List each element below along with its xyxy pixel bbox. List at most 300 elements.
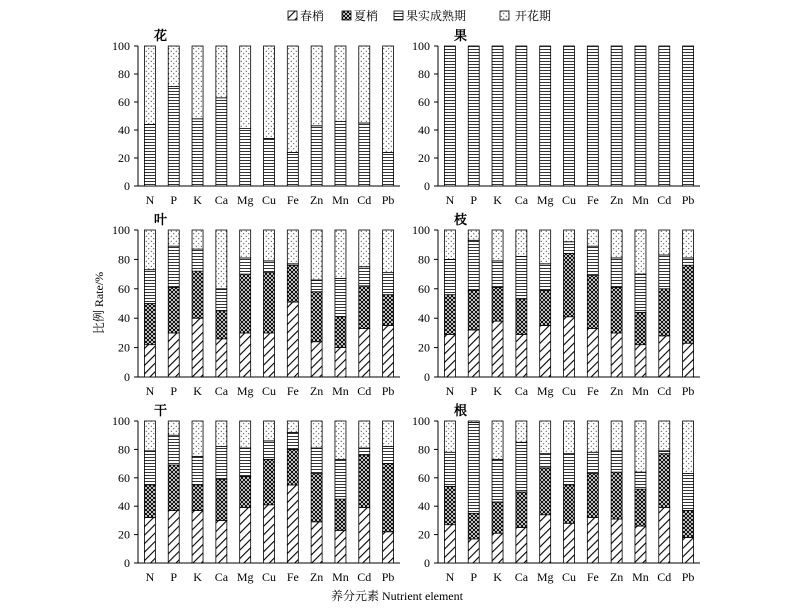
bar-Zn	[611, 230, 622, 377]
bar-segment-spring	[516, 528, 527, 564]
bar-segment-bloom	[683, 230, 694, 258]
bar-segment-summer	[144, 485, 155, 518]
bar-segment-spring	[540, 326, 551, 377]
bar-Cd	[659, 46, 670, 186]
panels	[112, 28, 700, 584]
bar-segment-spring	[311, 522, 322, 563]
bar-segment-summer	[335, 499, 346, 530]
bar-segment-ripe	[468, 422, 479, 513]
bar-segment-ripe	[611, 46, 622, 186]
bar-segment-summer	[540, 290, 551, 325]
y-tick-label: 100	[412, 223, 430, 237]
bar-segment-summer	[216, 311, 227, 339]
bar-segment-ripe	[168, 87, 179, 186]
x-axis-label: 养分元素 Nutrient element	[331, 589, 463, 603]
x-tick-label: Mn	[332, 384, 349, 398]
bar-segment-bloom	[383, 421, 394, 447]
bar-segment-ripe	[587, 46, 598, 186]
bar-segment-spring	[587, 328, 598, 377]
legend-item-bloom	[500, 8, 551, 23]
x-tick-label: Zn	[609, 384, 624, 398]
bar-segment-summer	[564, 485, 575, 523]
bar-Fe	[287, 46, 298, 186]
y-tick-label: 80	[418, 67, 430, 81]
bar-Mn	[335, 46, 346, 186]
bar-segment-bloom	[492, 230, 503, 261]
x-tick-label: P	[470, 193, 478, 207]
x-tick-label: Cd	[657, 570, 672, 584]
x-tick-label: Ca	[514, 384, 529, 398]
bar-Mg	[240, 230, 251, 377]
bar-segment-ripe	[240, 129, 251, 186]
y-tick-label: 20	[418, 340, 430, 355]
x-tick-label: P	[470, 384, 478, 398]
bar-segment-summer	[683, 265, 694, 343]
legend-item-spring	[288, 8, 324, 23]
bar-segment-bloom	[659, 421, 670, 451]
bar-segment-ripe	[516, 256, 527, 299]
bar-Fe	[587, 230, 598, 377]
bar-Mg	[540, 46, 551, 186]
bar-segment-spring	[287, 485, 298, 563]
bar-segment-spring	[683, 343, 694, 377]
x-tick-label: Mn	[332, 193, 349, 207]
panel-1	[112, 28, 400, 207]
bar-segment-ripe	[468, 240, 479, 290]
bar-segment-ripe	[335, 459, 346, 499]
bar-segment-summer	[168, 465, 179, 510]
bar-Fe	[287, 230, 298, 377]
bar-segment-spring	[264, 333, 275, 377]
bar-Pb	[683, 46, 694, 186]
bar-Pb	[683, 230, 694, 377]
bar-segment-spring	[468, 330, 479, 377]
y-tick-label: 60	[418, 281, 430, 296]
x-tick-label: P	[170, 384, 178, 398]
bar-segment-summer	[311, 474, 322, 522]
bar-segment-ripe	[516, 46, 527, 186]
bar-segment-bloom	[468, 230, 479, 240]
bar-Mn	[335, 230, 346, 377]
bar-segment-spring	[587, 518, 598, 563]
bar-segment-bloom	[611, 421, 622, 451]
y-tick-label: 80	[418, 252, 430, 267]
legend-swatch-summer	[342, 11, 351, 20]
bar-segment-ripe	[635, 46, 646, 186]
bar-Ca	[216, 421, 227, 563]
y-tick-label: 60	[418, 470, 430, 485]
legend-swatch-ripe	[394, 11, 403, 20]
x-tick-label: K	[193, 570, 202, 584]
bar-segment-bloom	[240, 46, 251, 129]
y-tick-label: 20	[118, 151, 130, 165]
bar-segment-spring	[635, 526, 646, 563]
bar-segment-spring	[540, 515, 551, 563]
bar-segment-bloom	[264, 230, 275, 261]
legend-label-summer: 夏梢	[354, 9, 379, 23]
bar-segment-spring	[359, 508, 370, 563]
bar-segment-ripe	[540, 454, 551, 468]
bar-segment-bloom	[264, 421, 275, 441]
x-tick-label: Fe	[586, 193, 599, 207]
bar-segment-summer	[564, 254, 575, 317]
x-tick-label: P	[170, 193, 178, 207]
x-tick-label: Pb	[681, 193, 695, 207]
bar-segment-ripe	[311, 448, 322, 474]
x-tick-label: Ca	[214, 193, 229, 207]
bar-segment-summer	[240, 274, 251, 333]
x-tick-label: Cu	[561, 384, 577, 398]
bar-segment-bloom	[216, 421, 227, 447]
x-tick-label: Zn	[309, 384, 324, 398]
bar-Cd	[659, 421, 670, 563]
bar-segment-summer	[192, 271, 203, 318]
bar-segment-summer	[635, 312, 646, 344]
bar-Ca	[516, 421, 527, 563]
bar-P	[468, 421, 479, 563]
bar-P	[468, 230, 479, 377]
bar-segment-bloom	[144, 46, 155, 124]
bar-Cu	[264, 230, 275, 377]
x-tick-label: K	[493, 570, 502, 584]
y-tick-label: 100	[412, 39, 430, 53]
bar-segment-ripe	[492, 261, 503, 287]
bar-segment-ripe	[264, 261, 275, 273]
x-tick-label: P	[470, 570, 478, 584]
bar-segment-spring	[468, 539, 479, 563]
x-tick-label: K	[193, 384, 202, 398]
x-tick-label: N	[445, 193, 455, 207]
bar-P	[168, 421, 179, 563]
legend-swatch-spring	[288, 11, 297, 20]
x-tick-label: Pb	[381, 570, 395, 584]
bar-Ca	[516, 46, 527, 186]
panel-3	[112, 212, 400, 398]
x-tick-label: Pb	[381, 384, 395, 398]
bar-segment-bloom	[383, 230, 394, 273]
y-tick-label: 60	[118, 281, 130, 296]
bar-segment-bloom	[287, 230, 298, 264]
bar-segment-ripe	[383, 152, 394, 186]
bar-segment-spring	[335, 530, 346, 563]
bar-segment-summer	[287, 265, 298, 302]
bar-N	[444, 421, 455, 563]
bar-segment-ripe	[240, 448, 251, 476]
bar-segment-summer	[492, 287, 503, 321]
x-tick-label: Fe	[586, 384, 599, 398]
bar-Cd	[359, 230, 370, 377]
bar-Cu	[564, 230, 575, 377]
bar-Cd	[659, 230, 670, 377]
bar-Mg	[540, 230, 551, 377]
bar-segment-ripe	[335, 122, 346, 186]
bar-segment-spring	[144, 518, 155, 563]
bar-segment-ripe	[383, 447, 394, 464]
bar-segment-summer	[359, 455, 370, 508]
x-tick-label: Pb	[681, 570, 695, 584]
y-axis-label: 比例 Rate/%	[92, 271, 106, 335]
bar-segment-spring	[359, 328, 370, 377]
bar-segment-summer	[611, 472, 622, 519]
bar-segment-bloom	[311, 230, 322, 280]
bar-segment-spring	[659, 336, 670, 377]
bar-Ca	[516, 230, 527, 377]
x-tick-label: Ca	[514, 570, 529, 584]
panel-4	[412, 212, 700, 398]
bar-segment-bloom	[144, 230, 155, 270]
bar-segment-bloom	[168, 421, 179, 435]
bar-Fe	[587, 46, 598, 186]
bar-Fe	[287, 421, 298, 563]
bar-segment-bloom	[359, 46, 370, 123]
bar-segment-ripe	[444, 259, 455, 294]
x-tick-label: K	[493, 384, 502, 398]
panel-title: 根	[454, 403, 468, 418]
bar-segment-summer	[540, 468, 551, 515]
x-tick-label: Cd	[357, 570, 372, 584]
bar-segment-spring	[192, 510, 203, 563]
bar-segment-spring	[216, 520, 227, 563]
y-tick-label: 80	[118, 252, 130, 267]
bar-segment-spring	[311, 342, 322, 377]
y-tick-label: 20	[418, 527, 430, 542]
bar-segment-bloom	[335, 46, 346, 122]
bar-segment-bloom	[516, 421, 527, 442]
x-tick-label: Mn	[332, 570, 349, 584]
y-tick-label: 40	[418, 123, 430, 137]
bar-segment-spring	[144, 345, 155, 377]
bar-segment-bloom	[587, 421, 598, 452]
bar-segment-summer	[168, 287, 179, 333]
bar-segment-bloom	[287, 46, 298, 152]
bar-segment-ripe	[492, 459, 503, 502]
bar-segment-summer	[468, 513, 479, 539]
bar-segment-bloom	[635, 230, 646, 274]
bar-N	[144, 46, 155, 186]
x-tick-label: Cu	[561, 570, 577, 584]
legend-item-summer	[342, 8, 378, 23]
bar-segment-ripe	[683, 474, 694, 511]
x-tick-label: Cd	[657, 193, 672, 207]
legend-swatch-bloom	[500, 11, 509, 20]
x-tick-label: K	[493, 193, 502, 207]
bar-segment-ripe	[216, 447, 227, 480]
bar-segment-ripe	[287, 152, 298, 186]
bar-segment-ripe	[359, 448, 370, 455]
bar-segment-summer	[383, 295, 394, 326]
bar-segment-spring	[683, 537, 694, 563]
panel-title: 花	[154, 28, 168, 43]
bar-segment-ripe	[311, 126, 322, 186]
bar-segment-summer	[659, 289, 670, 336]
bar-segment-bloom	[611, 230, 622, 258]
bar-Pb	[383, 46, 394, 186]
bar-P	[168, 230, 179, 377]
x-tick-label: Mg	[236, 193, 254, 207]
bar-N	[144, 230, 155, 377]
bar-Pb	[683, 421, 694, 563]
x-tick-label: Zn	[609, 193, 624, 207]
x-tick-label: Zn	[309, 193, 324, 207]
bar-K	[192, 46, 203, 186]
bar-segment-summer	[516, 492, 527, 528]
bar-segment-bloom	[168, 46, 179, 87]
bar-segment-summer	[287, 449, 298, 485]
bar-Cd	[359, 46, 370, 186]
bar-segment-ripe	[587, 246, 598, 275]
bar-segment-bloom	[192, 230, 203, 249]
bar-segment-ripe	[168, 246, 179, 287]
bar-segment-bloom	[335, 421, 346, 459]
bar-segment-spring	[168, 333, 179, 377]
bar-segment-ripe	[192, 249, 203, 271]
bar-segment-ripe	[335, 279, 346, 317]
y-tick-label: 60	[118, 95, 130, 109]
bar-segment-ripe	[635, 472, 646, 489]
bar-segment-summer	[311, 292, 322, 342]
panel-title: 果	[454, 28, 468, 43]
bar-segment-bloom	[192, 46, 203, 119]
bar-segment-ripe	[492, 46, 503, 186]
panel-2	[412, 28, 700, 207]
x-tick-label: Mn	[632, 570, 649, 584]
bar-segment-bloom	[383, 46, 394, 152]
bar-segment-bloom	[444, 421, 455, 452]
bar-segment-spring	[216, 339, 227, 377]
x-tick-label: Ca	[214, 384, 229, 398]
y-tick-label: 100	[112, 223, 130, 237]
bar-segment-summer	[383, 464, 394, 532]
bar-segment-bloom	[216, 230, 227, 289]
x-tick-label: Zn	[609, 570, 624, 584]
panel-5	[112, 403, 400, 584]
bar-Zn	[611, 421, 622, 563]
bar-segment-spring	[168, 510, 179, 563]
bar-segment-bloom	[516, 230, 527, 256]
x-tick-label: Mn	[632, 193, 649, 207]
bar-Mn	[635, 46, 646, 186]
bar-segment-bloom	[359, 230, 370, 267]
bar-segment-summer	[683, 510, 694, 537]
bar-segment-bloom	[216, 46, 227, 98]
bar-segment-bloom	[240, 421, 251, 448]
bar-segment-ripe	[516, 442, 527, 492]
bar-segment-ripe	[659, 255, 670, 289]
bar-segment-ripe	[587, 452, 598, 473]
bar-Zn	[311, 421, 322, 563]
bar-N	[144, 421, 155, 563]
bar-Mn	[335, 421, 346, 563]
bar-segment-spring	[635, 345, 646, 377]
x-tick-label: Cu	[261, 570, 277, 584]
y-tick-label: 40	[118, 499, 130, 514]
bar-Cu	[264, 421, 275, 563]
bar-K	[492, 230, 503, 377]
legend	[288, 8, 551, 23]
x-tick-label: Mg	[236, 570, 254, 584]
bar-segment-ripe	[564, 454, 575, 485]
x-tick-label: P	[170, 570, 178, 584]
bar-segment-spring	[564, 317, 575, 377]
bar-segment-summer	[335, 317, 346, 348]
bar-Ca	[216, 46, 227, 186]
x-tick-label: N	[445, 570, 455, 584]
bar-segment-spring	[611, 519, 622, 563]
bar-segment-spring	[287, 302, 298, 377]
y-tick-label: 0	[124, 179, 130, 193]
bar-segment-ripe	[540, 264, 551, 290]
bar-segment-bloom	[492, 421, 503, 459]
bar-segment-bloom	[540, 421, 551, 454]
bar-segment-spring	[383, 326, 394, 377]
y-tick-label: 100	[112, 39, 130, 53]
bar-segment-ripe	[311, 280, 322, 292]
bar-segment-spring	[564, 523, 575, 563]
bar-N	[444, 46, 455, 186]
bar-segment-bloom	[168, 230, 179, 246]
x-tick-label: Mg	[536, 570, 554, 584]
y-tick-label: 100	[412, 414, 430, 428]
bar-segment-bloom	[311, 421, 322, 448]
bar-segment-ripe	[444, 46, 455, 186]
bar-Mg	[540, 421, 551, 563]
bar-segment-ripe	[144, 270, 155, 304]
bar-segment-summer	[587, 276, 598, 329]
y-tick-label: 0	[124, 370, 130, 384]
bar-segment-ripe	[144, 124, 155, 186]
bar-segment-ripe	[287, 432, 298, 449]
bar-segment-ripe	[659, 451, 670, 454]
bar-segment-bloom	[144, 421, 155, 451]
bar-Cd	[359, 421, 370, 563]
bar-segment-summer	[444, 295, 455, 335]
bar-segment-spring	[492, 321, 503, 377]
bar-segment-summer	[359, 286, 370, 329]
y-tick-label: 40	[118, 311, 130, 326]
bar-segment-ripe	[264, 138, 275, 186]
bar-P	[468, 46, 479, 186]
bar-K	[492, 46, 503, 186]
bar-segment-ripe	[564, 46, 575, 186]
bar-segment-ripe	[635, 274, 646, 312]
bar-segment-ripe	[540, 46, 551, 186]
x-tick-label: Fe	[586, 570, 599, 584]
panel-title: 叶	[154, 212, 168, 227]
bar-segment-spring	[240, 333, 251, 377]
bar-segment-ripe	[468, 46, 479, 186]
y-tick-label: 100	[112, 414, 130, 428]
bar-Mg	[240, 421, 251, 563]
bar-segment-bloom	[335, 230, 346, 279]
x-tick-label: Fe	[286, 384, 299, 398]
bar-Cu	[564, 421, 575, 563]
bar-segment-summer	[492, 502, 503, 533]
bar-segment-summer	[192, 485, 203, 511]
x-tick-label: Zn	[309, 570, 324, 584]
bar-segment-bloom	[287, 421, 298, 432]
x-tick-label: Cu	[261, 384, 277, 398]
bar-segment-ripe	[611, 451, 622, 472]
bar-segment-summer	[264, 273, 275, 333]
bar-segment-ripe	[659, 46, 670, 186]
y-tick-label: 20	[418, 151, 430, 165]
bar-Zn	[311, 46, 322, 186]
bar-segment-ripe	[359, 267, 370, 286]
bar-segment-bloom	[564, 230, 575, 242]
bar-segment-bloom	[192, 421, 203, 457]
bar-segment-ripe	[683, 46, 694, 186]
bar-P	[168, 46, 179, 186]
